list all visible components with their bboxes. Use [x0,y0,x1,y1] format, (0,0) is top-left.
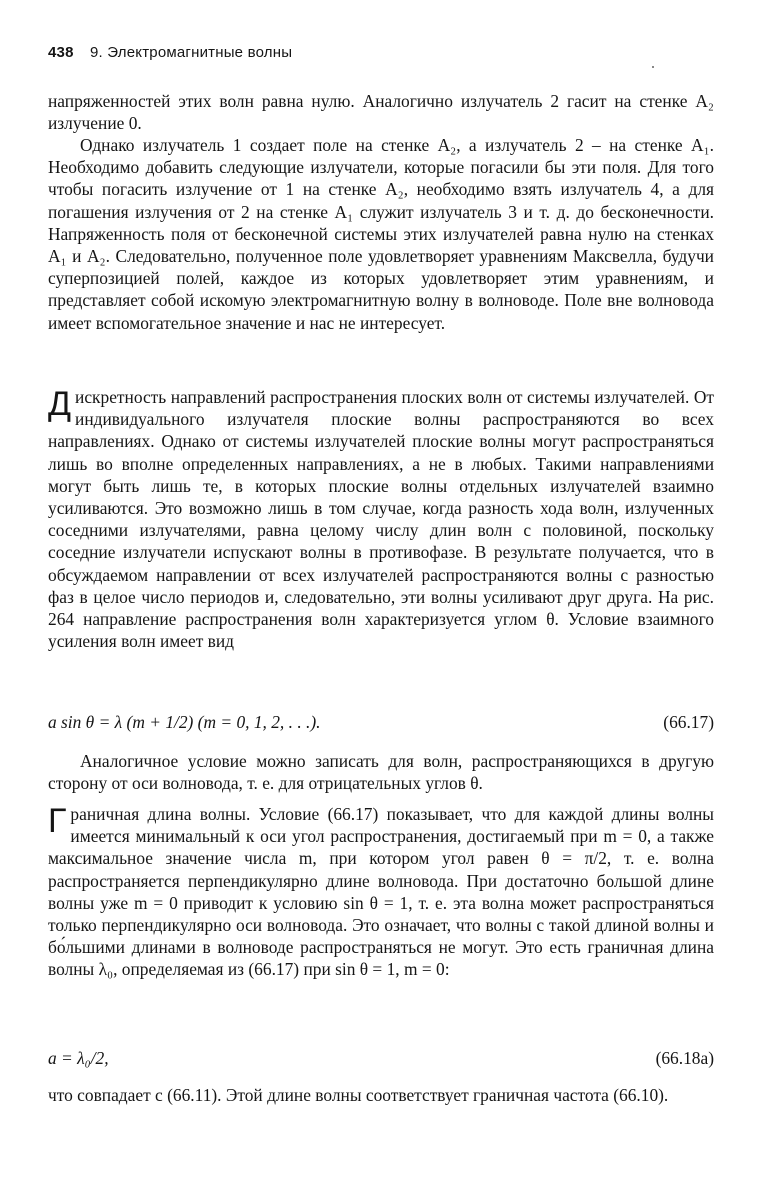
formula-expression: a sin θ = λ (m + 1/2) (m = 0, 1, 2, . . .). [48,712,321,732]
formula-66-17 [48,712,714,733]
formula-number: (66.17) [663,712,714,732]
paragraph-discreteness-text: искретность направлений распространения плоских волн от системы излучателей. От индивидуального излучателя плоские волны распространяются во всех направлениях. Однако от системы излучателей плоские волны могут распространяться лишь во вполне определенных направлениях, а не в любых. Такими направлениями могут быть лишь те, в которых плоские волны отдельных излучателей взаимно усиливаются. Это возможно лишь в том случае, когда разность хода волн, излученных соседними излучателями, равна целому числу длин волн с половиной, поскольку соседние излучатели испускают волны в противофазе. В результате получается, что в обсуждаемом направлении от всех излучателей распространяются волны с разностью фаз в целое число периодов и, следовательно, эти волны усиливают друг друга. На рис. 264 направление распространения волн характеризуется углом θ. Условие взаимного усиления волн имеет вид [48,387,714,652]
paragraph-final: что совпадает с (66.11). Этой длине волны соответствует граничная частота (66.10). [48,1085,669,1105]
paragraph-2: Однако излучатель 1 создает поле на стенке A₂, а излучатель 2 – на стенке A₁. Необходимо добавить следующие излучатели, которые погасили бы эти поля. Для того чтобы погасить излучение от 1 на стенке A₂, необходимо взять излучатель 4, а для погашения излучения от 2 на стенке A₁ служит излучатель 3 и т. д. до бесконечности. Напряженность поля от бесконечной системы этих излучателей равна нулю на стенках A₁ и A₂. Следовательно, полученное поле удовлетворяет уравнениям Максвелла, будучи суперпозицией полей, каждое из которых удовлетворяет этим уравнениям, и представляет собой искомую электромагнитную волну в волноводе. Поле вне волновода имеет вспомогательное значение и нас не интересует. [48,135,714,333]
drop-cap-g: Г [48,802,67,840]
paragraph-1: напряженностей этих волн равна нулю. Аналогично излучатель 2 гасит на стенке A₂ излучение 0. [48,91,714,134]
formula-number: (66.18a) [655,1048,714,1068]
formula-expression: a = λ₀/2, [48,1048,109,1068]
running-title: 9. Электромагнитные волны [90,44,293,61]
page-number: 438 [48,44,74,61]
paragraph-discreteness [48,386,714,652]
paragraph-cutoff-text: раничная длина волны. Условие (66.17) показывает, что для каждой длины волны имеется минимальный к оси угол распространения, достигаемый при m = 0, а также максимальное значение числа m, при котором угол равен θ = π/2, т. е. волна распространяется перпендикулярно длине волновода. При достаточно большой длине волны уже m = 0 приводит к условию sin θ = 1, т. е. эта волна может распространяться только перпендикулярно оси волновода. Это означает, что волны с такой длиной волны и бо́льшими длинами в волноводе распространяться не могут. Это есть граничная длина волны λ₀, определяемая из (66.17) при sin θ = 1, m = 0: [48,804,714,980]
paragraph-negative-angles: Аналогичное условие можно записать для волн, распространяющихся в другую сторону от оси волновода, т. е. для отрицательных углов θ. [48,751,714,794]
scan-speck [652,66,654,68]
page-header [48,44,292,61]
paragraph-cutoff [48,803,714,981]
drop-cap-d: Д [48,385,72,423]
formula-66-18a [48,1048,714,1069]
